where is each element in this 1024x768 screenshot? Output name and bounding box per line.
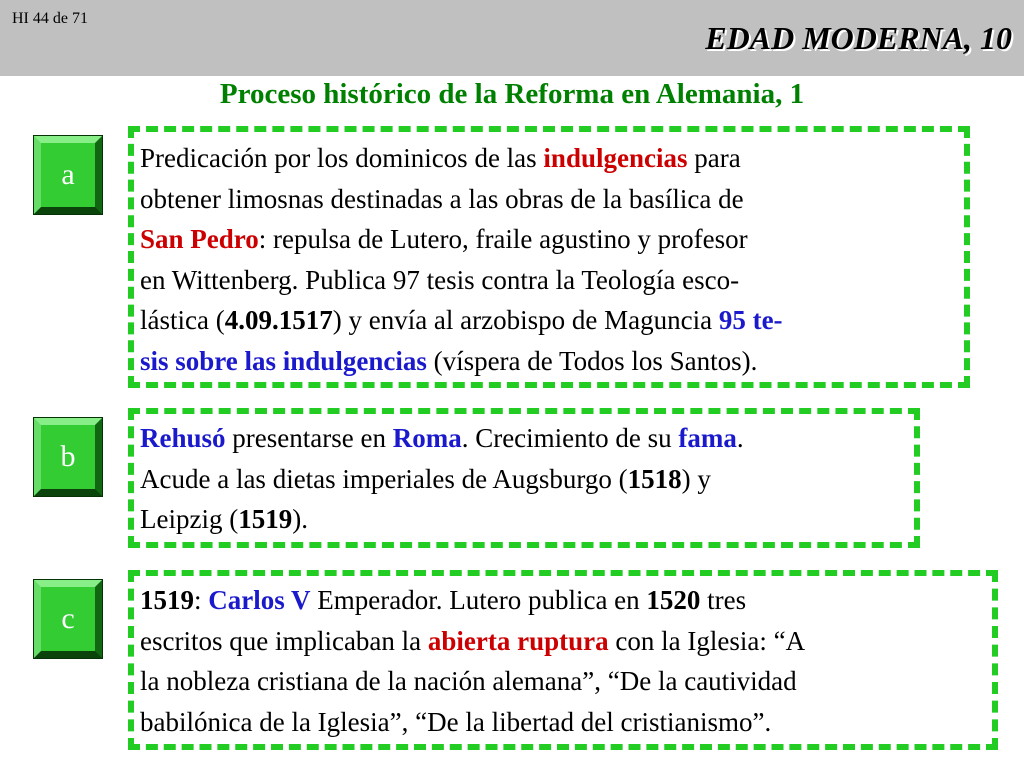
text-segment: Leipzig ( xyxy=(140,504,239,534)
text-segment: escritos que implicaban la xyxy=(140,625,428,656)
highlighted-text: 1520 xyxy=(646,585,701,615)
text-segment: Predicación por los dominicos de las xyxy=(140,143,544,173)
badge-a xyxy=(34,136,102,214)
text-line xyxy=(140,300,783,341)
item-a-text xyxy=(140,138,783,381)
text-segment: : repulsa de Lutero, fraile agustino y profesor xyxy=(258,224,748,254)
highlighted-text: sis sobre las indulgencias xyxy=(140,345,427,376)
text-line xyxy=(140,418,744,459)
text-line xyxy=(140,702,805,743)
text-line xyxy=(140,260,783,301)
text-segment: obtener limosnas destinadas a las obras de la basílica de xyxy=(140,183,744,214)
item-b-text xyxy=(140,418,744,540)
page-subtitle: Proceso histórico de la Reforma en Alemania, 1 xyxy=(219,78,805,110)
highlighted-text: 1518 xyxy=(627,463,682,494)
slide-number: HI 44 de 71 xyxy=(12,10,88,27)
text-line xyxy=(140,179,783,220)
badge-b xyxy=(34,418,102,496)
text-segment: tres xyxy=(700,585,747,615)
text-segment: . Crecimiento de su xyxy=(461,423,679,453)
text-line xyxy=(140,499,744,540)
badge-label: c xyxy=(61,602,75,635)
text-line xyxy=(140,459,744,500)
highlighted-text: 95 te- xyxy=(718,305,783,335)
text-segment: . xyxy=(736,423,744,453)
highlighted-text: Roma xyxy=(392,423,462,453)
text-line xyxy=(140,580,805,621)
text-segment: Emperador. Lutero publica en xyxy=(310,585,647,615)
text-segment: la nobleza cristiana de la nación alemana”, “De la cautividad xyxy=(140,666,797,696)
text-segment: babilónica de la Iglesia”, “De la libertad del cristianismo”. xyxy=(140,706,772,737)
text-line xyxy=(140,621,805,662)
text-segment: ). xyxy=(292,504,308,534)
text-line xyxy=(140,341,783,382)
text-line xyxy=(140,661,805,702)
highlighted-text: 1519 xyxy=(140,585,194,615)
badge-c xyxy=(34,580,102,658)
highlighted-text: Rehusó xyxy=(140,423,226,453)
text-segment: ) y envía al arzobispo de Maguncia xyxy=(332,305,719,335)
badge-label: b xyxy=(60,440,76,473)
badge-label: a xyxy=(61,158,75,191)
text-line xyxy=(140,138,783,179)
highlighted-text: San Pedro xyxy=(140,224,259,254)
highlighted-text: 4.09.1517 xyxy=(224,305,333,335)
text-segment: lástica ( xyxy=(140,305,225,335)
text-segment: en Wittenberg. Publica 97 tesis contra la Teología esco- xyxy=(140,264,740,295)
text-segment: para xyxy=(687,143,741,173)
text-segment: (víspera de Todos los Santos). xyxy=(426,345,758,376)
text-line xyxy=(140,219,783,260)
text-segment: con la Iglesia: “A xyxy=(608,625,806,656)
slide-title: EDAD MODERNA, 10 xyxy=(705,20,1012,56)
highlighted-text: indulgencias xyxy=(543,143,688,173)
text-segment: Acude a las dietas imperiales de Augsburgo ( xyxy=(140,463,628,494)
highlighted-text: Carlos V xyxy=(208,585,311,615)
text-segment: presentarse en xyxy=(225,423,393,453)
highlighted-text: fama xyxy=(678,423,737,453)
highlighted-text: abierta ruptura xyxy=(427,625,609,656)
header-bar xyxy=(0,0,1024,76)
highlighted-text: 1519 xyxy=(238,504,293,534)
text-segment: : xyxy=(194,585,209,615)
text-segment: ) y xyxy=(681,463,711,494)
item-c-text xyxy=(140,580,805,742)
